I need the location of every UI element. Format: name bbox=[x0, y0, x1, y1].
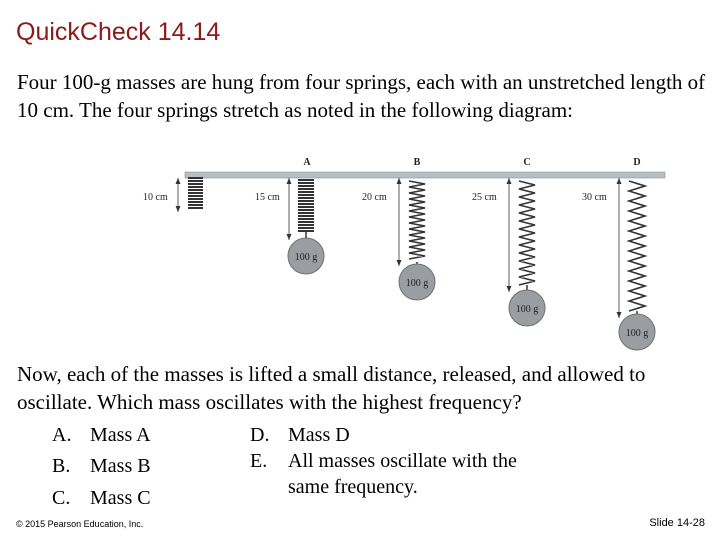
choice-e-text: All masses oscillate with the same frequency. bbox=[288, 450, 517, 498]
choice-b[interactable] bbox=[52, 455, 151, 478]
choice-c[interactable] bbox=[52, 487, 151, 510]
spring-b bbox=[362, 178, 425, 266]
copyright-text: © 2015 Pearson Education, Inc. bbox=[16, 519, 144, 529]
unstretched-spring bbox=[143, 178, 203, 212]
spring-d bbox=[582, 178, 645, 318]
ceiling-bar bbox=[185, 172, 665, 178]
label-b: B bbox=[413, 157, 421, 168]
unstretched-length-label: 10 cm bbox=[143, 192, 168, 203]
choice-a-text: Mass A bbox=[90, 424, 151, 446]
mass-a-label: 100 g bbox=[294, 252, 318, 263]
choice-b-text: Mass B bbox=[90, 455, 151, 477]
spring-a-length-label: 15 cm bbox=[255, 192, 280, 203]
choice-e-letter: E. bbox=[250, 450, 268, 472]
choice-a-letter: A. bbox=[52, 424, 72, 446]
choice-a[interactable] bbox=[52, 424, 151, 447]
mass-c-label: 100 g bbox=[515, 304, 539, 315]
spring-c-length-label: 25 cm bbox=[472, 192, 497, 203]
slide-number: Slide 14-28 bbox=[649, 517, 705, 529]
choice-d-text: Mass D bbox=[288, 424, 350, 446]
label-c: C bbox=[523, 157, 531, 168]
label-a: A bbox=[303, 157, 311, 168]
choice-d[interactable] bbox=[250, 424, 350, 447]
intro-text: Four 100-g masses are hung from four springs, each with an unstretched length of 10 cm. The four springs stretch as noted in the following diagram: bbox=[17, 70, 706, 122]
choice-b-letter: B. bbox=[52, 455, 71, 477]
spring-c bbox=[472, 178, 535, 292]
spring-a bbox=[255, 178, 314, 240]
label-d: D bbox=[633, 157, 641, 168]
slide-title: QuickCheck 14.14 bbox=[16, 18, 221, 46]
mass-d-label: 100 g bbox=[625, 328, 649, 339]
choice-c-letter: C. bbox=[52, 487, 71, 509]
spring-d-length-label: 30 cm bbox=[582, 192, 607, 203]
question-text: Now, each of the masses is lifted a small distance, released, and allowed to oscillate. Which mass oscillates with the highest frequency? bbox=[17, 362, 646, 414]
spring-b-length-label: 20 cm bbox=[362, 192, 387, 203]
choice-c-text: Mass C bbox=[90, 487, 151, 509]
choice-d-letter: D. bbox=[250, 424, 270, 446]
mass-b-label: 100 g bbox=[405, 278, 429, 289]
choice-e[interactable] bbox=[250, 448, 548, 500]
